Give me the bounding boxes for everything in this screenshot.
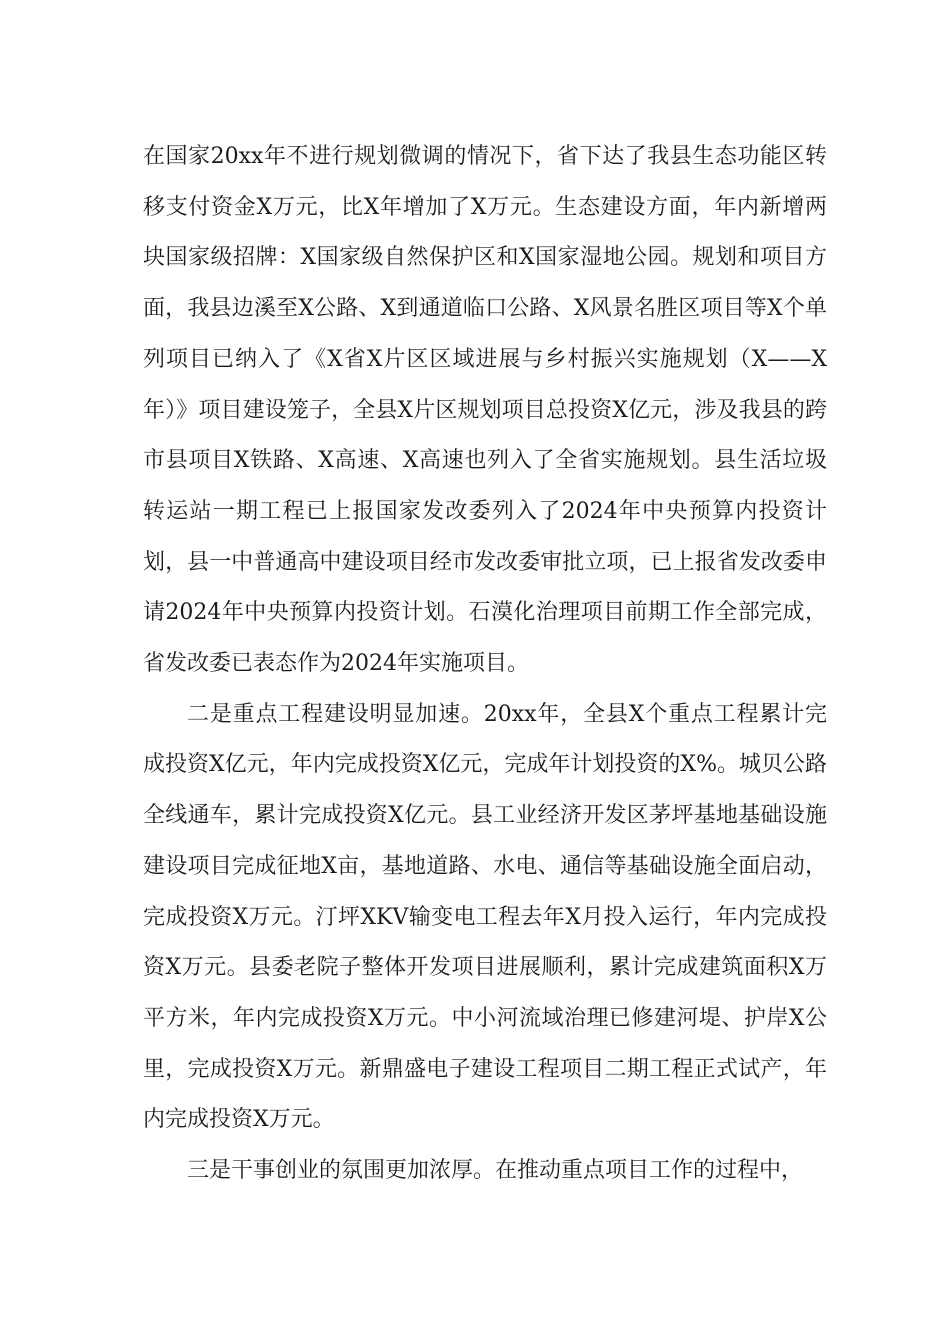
paragraph-work-atmosphere: 三是干事创业的氛围更加浓厚。在推动重点项目工作的过程中， — [187, 1158, 804, 1184]
document-body — [143, 132, 827, 1197]
paragraph-key-projects: 二是重点工程建设明显加速。20xx年，全县X个重点工程累计完成投资X亿元，年内完成投资X亿元，完成年计划投资的X%。城贝公路全线通车，累计完成投资X亿元。县工业经济开发区茅坪基地基础设施建设项目完成征地X亩，基地道路、水电、通信等基础设施全面启动，完成投资X万元。汀坪XKV输变电工程去年X月投入运行，年内完成投资X万元。县委老院子整体开发项目进展顺利，累计完成建筑面积X万平方米，年内完成投资X万元。中小河流域治理已修建河堤、护岸X公里，完成投资X万元。新鼎盛电子建设工程项目二期工程正式试产，年内完成投资X万元。 — [143, 701, 827, 1133]
paragraph-ecology-planning: 在国家20xx年不进行规划微调的情况下，省下达了我县生态功能区转移支付资金X万元，比X年增加了X万元。生态建设方面，年内新增两块国家级招牌：X国家级自然保护区和X国家湿地公园。规划和项目方面，我县边溪至X公路、X到通道临口公路、X风景名胜区项目等X个单列项目已纳入了《X省X片区区域进展与乡村振兴实施规划（X——X年）》项目建设笼子，全县X片区规划项目总投资X亿元，涉及我县的跨市县项目X铁路、X高速、X高速也列入了全省实施规划。县生活垃圾转运站一期工程已上报国家发改委列入了2024年中央预算内投资计划，县一中普通高中建设项目经市发改委审批立项，已上报省发改委申请2024年中央预算内投资计划。石漠化治理项目前期工作全部完成，省发改委已表态作为2024年实施项目。 — [143, 144, 827, 677]
